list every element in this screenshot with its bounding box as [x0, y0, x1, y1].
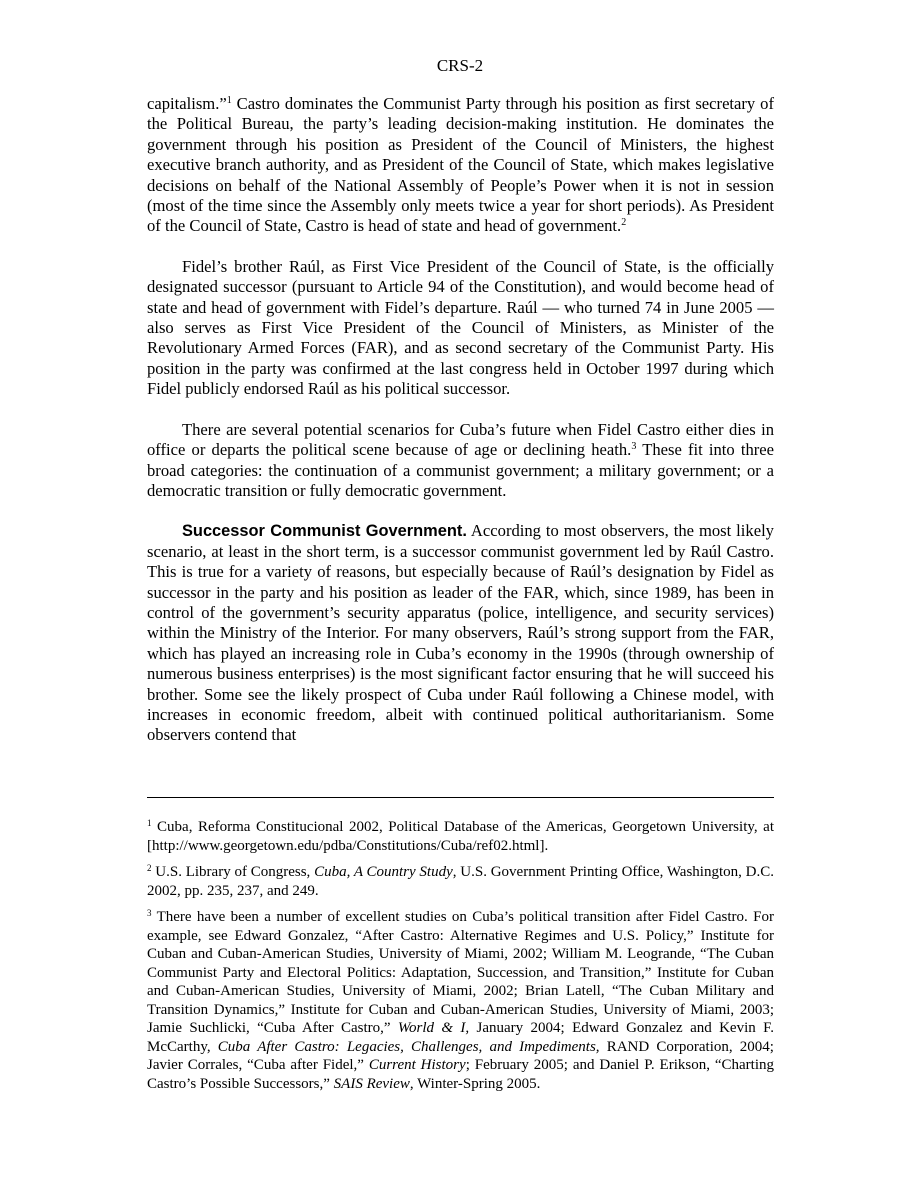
paragraph-4: Successor Communist Government. According to most observers, the most likely scenario, at least in the short term, is a successor communist government led by Raúl Castro. This is true for a variety of reasons, but especially because of Raúl’s designation by Fidel as successor in the party and his position as leader of the FAR, which, since 1989, has been in control of the government’s security apparatus (police, intelligence, and security services) within the Ministry of the Interior. For many observers, Raúl’s strong support from the FAR, which has played an increasing role in Cuba’s economy in the 1990s (through ownership of numerous business enterprises) is the most significant factor ensuring that he will succeed his brother. Some see the likely prospect of Cuba under Raúl following a Chinese model, with increases in economic freedom, albeit with continued political authoritarianism. Some observers contend that	[147, 521, 774, 745]
footnote-1: $^1$ Cuba, Reforma Constitucional 2002, Political Database of the Americas, Georgetown University, at [http://www.georgetown.edu/pdba/Constitutions/Cuba/ref02.html].	[147, 818, 774, 854]
footnote-ref-1[interactable]: 1	[226, 95, 232, 106]
footnotes	[147, 818, 774, 1101]
footnote-3: $^3$ There have been a number of excellent studies on Cuba’s political transition after Fidel Castro. For example, see Edward Gonzalez, “After Castro: Alternative Regimes and U.S. Policy,” Institute for Cuban and Cuban-American Studies, University of Miami, 2002; William M. Leogrande, “The Cuban Communist Party and Electoral Politics: Adaptation, Succession, and Transition,” Institute for Cuban and Cuban-American Studies, University of Miami, 2002; Brian Latell, “The Cuban Military and Transition Dynamics,” Institute for Cuban and Cuban-American Studies, University of Miami, 2003; Jamie Suchlicki, “Cuba After Castro,” World & I, January 2004; Edward Gonzalez and Kevin F. McCarthy, Cuba After Castro: Legacies, Challenges, and Impediments, RAND Corporation, 2004; Javier Corrales, “Cuba after Fidel,” Current History; February 2005; and Daniel P. Erikson, “Charting Castro’s Possible Successors,” SAIS Review, Winter-Spring 2005.	[147, 908, 774, 1092]
section-heading: Successor Communist Government.	[182, 522, 467, 541]
paragraph-3: There are several potential scenarios for Cuba’s future when Fidel Castro either dies in office or departs the political scene because of age or declining heath.$^3$ These fit into three broad categories: the continuation of a communist government; a military government; or a democratic transition or fully democratic government.	[147, 419, 775, 500]
page-number-header: CRS-2	[436, 56, 484, 75]
footnote-ref-3[interactable]: 3	[631, 441, 637, 453]
footnote-ref-2[interactable]: 2	[621, 217, 627, 229]
paragraph-2: Fidel’s brother Raúl, as First Vice President of the Council of State, is the officially designated successor (pursuant to Article 94 of the Constitution), and would become head of state and head of government with Fidel’s departure. Raúl — who turned 74 in June 2005 — also serves as First Vice President of the Council of Ministers, as Minister of the Revolutionary Armed Forces (FAR), and as second secretary of the Communist Party. His position in the party was confirmed at the last congress held in October 1997 during which Fidel publicly endorsed Raúl as his political successor.	[147, 256, 774, 399]
footnote-divider	[147, 797, 774, 798]
body-text	[147, 94, 774, 766]
paragraph-1: capitalism.”$^1$ Castro dominates the Communist Party through his position as first secretary of the Political Bureau, the party’s leading decision-making institution. He dominates the government through his position as President of the Council of Ministers, the highest executive branch authority, and as President of the Council of State, which makes legislative decisions on behalf of the National Assembly of People’s Power when it is not in session (most of the time since the Assembly only meets twice a year for short periods). As President of the Council of State, Castro is head of state and head of government.$^2$	[147, 94, 774, 236]
footnote-2: $^2$ U.S. Library of Congress, Cuba, A Country Study, U.S. Government Printing Office, Washington, D.C. 2002, pp. 235, 237, and 249.	[147, 863, 774, 899]
